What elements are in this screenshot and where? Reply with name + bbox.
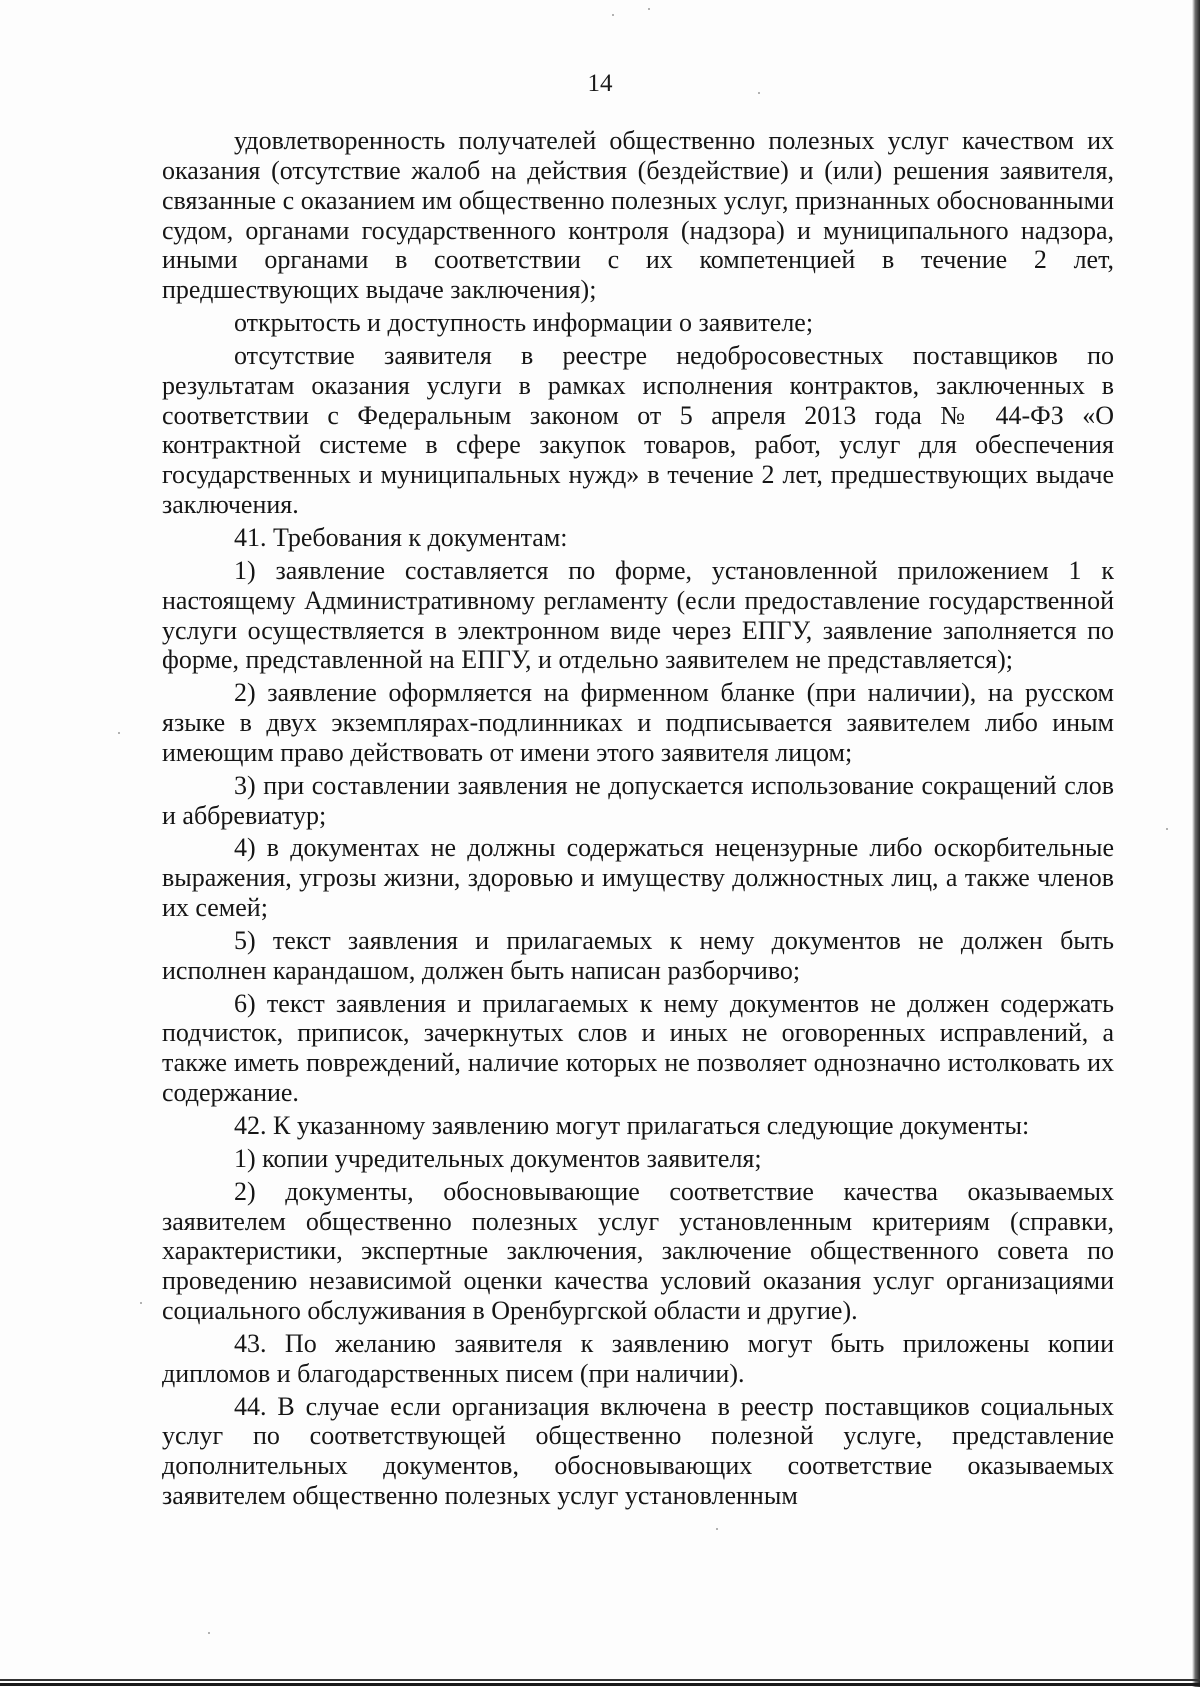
- paragraph-41-item-6: 6) текст заявления и прилагаемых к нему документов не должен содержать подчисток, приписок, зачеркнутых слов и иных не оговоренных исправлений, а также иметь повреждений, наличие которых не позволяет однозначно истолковать их содержание.: [162, 988, 1114, 1108]
- paragraph-42-heading: 42. К указанному заявлению могут прилагаться следующие документы:: [234, 1111, 1030, 1140]
- paragraph-41-item-5: 5) текст заявления и прилагаемых к нему документов не должен быть исполнен карандашом, должен быть написан разборчиво;: [162, 925, 1114, 985]
- scan-bottom-line: [0, 1683, 1200, 1686]
- scan-speck: [648, 8, 650, 10]
- scan-speck: [118, 732, 120, 734]
- paragraph-44: 44. В случае если организация включена в реестр поставщиков социальных услуг по соответствующей общественно полезной услуге, представление дополнительных документов, обосновывающих соответствие оказываемых заявителем общественно полезных услуг установленным: [162, 1391, 1114, 1511]
- paragraph-registry-absence: отсутствие заявителя в реестре недобросовестных поставщиков по результатам оказания услуги в рамках исполнения контрактов, заключенных в соответствии с Федеральным законом от 5 апреля 2013 года № 44-ФЗ «О контрактной системе в сфере закупок товаров, работ, услуг для обеспечения государственных и муниципальных нужд» в течение 2 лет, предшествующих выдаче заключения.: [162, 340, 1114, 520]
- scan-speck: [716, 1528, 718, 1530]
- scan-bottom-line: [0, 1679, 1200, 1681]
- scan-speck: [140, 1302, 142, 1304]
- paragraph-42-item-1: 1) копии учредительных документов заявителя;: [234, 1143, 762, 1173]
- paragraph-openness: открытость и доступность информации о заявителе;: [234, 308, 814, 338]
- scan-right-edge: [1192, 0, 1200, 1687]
- paragraph-41-item-1: 1) заявление составляется по форме, установленной приложением 1 к настоящему Административному регламенту (если предоставление государственной услуги осуществляется в электронном виде через ЕПГУ, заявление заполняется по форме, представленной на ЕПГУ, и отдельно заявителем не представляется);: [162, 555, 1114, 675]
- paragraph-satisfaction: удовлетворенность получателей общественно полезных услуг качеством их оказания (отсутствие жалоб на действия (бездействие) и (или) решения заявителя, связанные с оказанием им общественно полезных услуг, признанных обоснованными судом, органами государственного контроля (надзора) и муниципального надзора, иными органами в соответствии с их компетенцией в течение 2 лет, предшествующих выдаче заключения);: [162, 126, 1114, 305]
- document-body: [162, 126, 1114, 1514]
- paragraph-42-item-2: 2) документы, обосновывающие соответствие качества оказываемых заявителем общественно полезных услуг установленным критериям (справки, характеристики, экспертные заключения, заключение общественного совета по проведению независимой оценки качества условий оказания услуг организациями социального обслуживания в Оренбургской области и другие).: [162, 1176, 1114, 1326]
- scan-speck: [612, 14, 614, 16]
- page-number: 14: [587, 70, 613, 97]
- paragraph-41-item-3: 3) при составлении заявления не допускается использование сокращений слов и аббревиатур;: [162, 770, 1114, 830]
- paragraph-41-item-4: 4) в документах не должны содержаться нецензурные либо оскорбительные выражения, угрозы жизни, здоровью и имуществу должностных лиц, а также членов их семей;: [162, 833, 1114, 923]
- scan-speck: [1166, 828, 1168, 830]
- paragraph-43: 43. По желанию заявителя к заявлению могут быть приложены копии дипломов и благодарственных писем (при наличии).: [162, 1328, 1114, 1388]
- scan-speck: [758, 92, 760, 94]
- paragraph-41-item-2: 2) заявление оформляется на фирменном бланке (при наличии), на русском языке в двух экземплярах-подлинниках и подписывается заявителем либо иным имеющим право действовать от имени этого заявителя лицом;: [162, 678, 1114, 767]
- scan-speck: [208, 1632, 210, 1634]
- scan-bottom-edge: [0, 1677, 1200, 1687]
- paragraph-41-heading: 41. Требования к документам:: [234, 522, 568, 552]
